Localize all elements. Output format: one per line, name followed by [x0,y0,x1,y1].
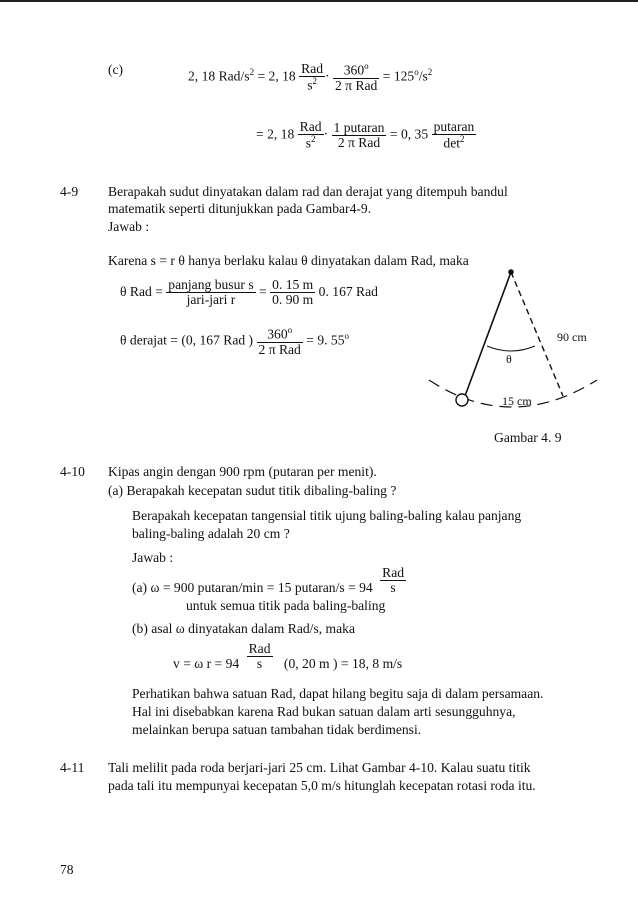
theta-rad-equation: θ Rad = $\frac{\text{panjang busur s}}{\text{jari-jari r}}$ = $\frac{0. 15 m}{0. 90 m}$ 0. 167 Rad [120,277,378,308]
pendulum-bob [456,394,468,406]
pendulum-string [465,272,511,396]
karena-line: Karena s = r θ hanya berlaku kalau θ dinyatakan dalam Rad, maka [108,253,469,268]
question-number: 4-9 [60,184,79,199]
eq-lhs: 2, 18 Rad/s [188,68,250,84]
jawab-label: Jawab : [132,550,174,565]
exp: 2 [249,67,255,78]
eq-sign: = 2, 18 [257,68,296,84]
question-part-b-line: baling-baling adalah 20 cm ? [132,526,290,541]
note-line: Perhatikan bahwa satuan Rad, dapat hilang begitu saja di dalam persamaan. [132,686,544,701]
label-15cm: 15 cm [502,394,532,408]
part-c-equation-2 [256,120,476,151]
result: = 0, 35 [389,126,429,142]
eq-sign: = 2, 18 [256,126,295,142]
question-text-line: pada tali itu mempunyai kecepatan 5,0 m/s hitunglah kecepatan rotasi roda itu. [108,778,536,793]
dashed-radius [511,272,563,396]
question-text-line: matematik seperti ditunjukkan pada Gambar4-9. [108,201,372,216]
label-theta: θ [506,352,512,366]
answer-b-intro: (b) asal ω dinyatakan dalam Rad/s, maka [132,621,355,636]
theta-arc [487,346,535,351]
fraction-putaran-2pi: $\frac{\text{1 putaran}}{\text{2 π Rad}}$ [333,119,385,151]
dot: · [323,126,329,142]
page-number: 78 [60,862,74,877]
question-number: 4-10 [60,464,85,479]
question-intro: Kipas angin dengan 900 rpm (putaran per menit). [108,464,377,479]
answer-a-equation: (a) ω = 900 putaran/min = 15 putaran/s = 94 $\frac{\text{Rad}}{s}$ [132,565,405,596]
fraction-putaran-det2: $\frac{\text{putaran}}{\det^2}$ [433,119,475,151]
part-c-label: (c) [108,62,124,77]
answer-a-note: untuk semua titik pada baling-baling [186,598,386,613]
top-rule [0,0,638,2]
part-c-equation-1: 2, 18 Rad/$s^2 = 2$, 18 $\frac{\text{Rad}}{s^2}$ · $\frac{360^o}{\text{2 π Rad}}$ = $125^o/s^2$ [188,61,433,93]
dot: · [325,68,330,84]
label-90cm: 90 cm [557,330,587,344]
question-number: 4-11 [60,760,85,775]
fraction-rad-s2: $\frac{\text{Rad}}{s^2}$ [299,119,322,151]
question-text-line: Berapakah sudut dinyatakan dalam rad dan derajat yang ditempuh bandul [108,184,508,199]
theta-degree-equation: θ derajat = (0, 167 Rad ) $\frac{360^o}{\text{2 π Rad}}$ = 9. 55$^o$ [120,325,350,357]
note-line: Hal ini disebabkan karena Rad bukan satuan dalam arti sesungguhnya, [132,704,516,719]
velocity-equation: v = ω r = 94 $\frac{\text{Rad}}{s}$ (0, 20 m ) = 18, 8 m/s [173,641,403,672]
jawab-label: Jawab : [108,219,150,234]
result: = 125 [382,68,415,84]
figure-caption: Gambar 4. 9 [494,430,562,445]
fraction-360-2pi: $\frac{360^o}{\text{2 π Rad}}$ [334,61,378,93]
note-line: melainkan berupa satuan tambahan tidak berdimensi. [132,722,422,737]
fraction-rad-s2: $\frac{\text{Rad}}{s^2}$ [301,61,324,93]
question-text-line: Tali melilit pada roda berjari-jari 25 cm. Lihat Gambar 4-10. Kalau suatu titik [108,760,531,775]
question-part-b-line: Berapakah kecepatan tangensial titik ujung baling-baling kalau panjang [132,508,522,523]
question-part-a: (a) Berapakah kecepatan sudut titik dibaling-baling ? [108,483,397,498]
